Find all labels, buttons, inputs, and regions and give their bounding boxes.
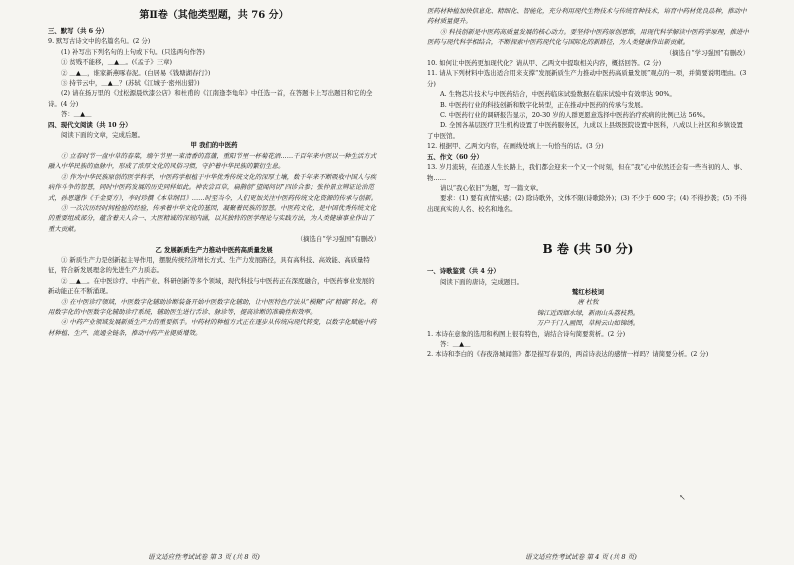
section-heading: 一、诗歌鉴赏（共 4 分） (427, 267, 500, 276)
page-footer: 语文适应性考试试卷 第 3 页 (共 8 页) (148, 553, 260, 561)
question-9-2: (2) 请在扬万里的《过松源晨炊漆公店》和杜甫的《江南逢李龟年》中任选一首，在答题卡上写出题目和它的全诗。(4 分) (48, 89, 373, 108)
text-b-paragraph: ② ＿▲＿。在中医诊疗、中药产业、科研创新等多个领域，现代科技与中医药正在深度融合，中医药事业发展的新动能正在不断涌现。 (48, 276, 375, 296)
page-3-column (48, 6, 380, 547)
cursor-icon: ↖ (679, 493, 686, 502)
text-a-paragraph: ② 作为中华民族原创的医学科学，中医药学根植于中华优秀传统文化的深厚土壤，数千年来不断吸收中国人与疾病作斗争的智慧，同时中医药发展的历史同样如此。神农尝百草，扁鹊创“望闻问切”四诊合参；张仲景立辨证论治范式，孙思邈作《千金要方》，李时珍撰《本草纲目》……时至当今，人们更加关注中医药传统文化资源的传承与创新。 (48, 172, 378, 202)
part-b-title: B 卷 (共 50 分) (542, 242, 634, 257)
question-11: 11. 请从下列材料中选出适合用来支撑“发展新质生产力推动中医药高质量发展”观点的一项，并简要说明理由。(3 分) (427, 69, 747, 88)
poem-line: 锦江近西烟水绿，新雨山头荔枝熟。 (536, 308, 640, 317)
poem-author: 唐 杜牧 (577, 298, 599, 307)
source-note: （摘选自“学习强国”有删改） (296, 235, 380, 244)
question-9-1c: ③ 持节云中，＿▲＿？(苏轼《江城子·密州出猎》) (61, 79, 200, 88)
question-11-option: B. 中医药行业的科技创新和数字化转型，正在推动中医药的传承与发展。 (440, 100, 647, 109)
answer-line: 答：＿▲＿ (61, 110, 92, 119)
text-b-title: 乙 发展新质生产力推动中医药高质量发展 (155, 245, 273, 254)
source-note: （摘选自“学习强国”有删改） (665, 48, 749, 57)
section-heading: 四、现代文阅读（共 10 分） (48, 120, 132, 129)
answer-line: 答：＿▲＿ (440, 339, 471, 348)
question-11-option: C. 中医药行业的调研报告显示，20-30 岁的人群更愿意选择中医药治疗疾病的比例已达 56%。 (440, 111, 710, 120)
question-13-prompt: 请以“我心依旧”为题，写一篇文章。 (440, 183, 543, 192)
question-13: 13. 岁月流转，在追逐人生长路上，我们都会迎来一个又一个时刻，但在“我”心中依然还会有一些当初的人、事、物…… (427, 163, 747, 182)
page-footer: 语文适应性考试试卷 第 4 页 (共 8 页) (525, 553, 637, 561)
poem-line: 万户千门入画图，草树云山如锦绣。 (536, 319, 640, 328)
question-9-1: (1) 补写出下列名句的上句或下句。(只选两句作答) (61, 47, 205, 56)
section-heading: 五、作文（60 分） (427, 152, 483, 161)
text-b-paragraph: ⑤ 科技创新是中医药高质量发展的核心动力。要坚持中医药原创思维，用现代科学解读中医药学原理，推进中医药与现代科学相结合，不断探索中医药现代化与国际化的新路径，为人类健康作出新贡献。 (427, 27, 749, 47)
text-b-continued: 医药材种植加快信息化、精细化、智能化，充分利用现代生物技术与传统育种技术，培育中药材优良品种，推动中药材质量提升。 (427, 7, 747, 26)
text-a-paragraph: ③ 一次次历经时间检验的经验，传承着中华文化的基因，凝聚着民族的智慧。中医药文化，是中国优秀传统文化的重要组成部分，蕴含着天人合一、大医精诚的深刻内涵，以其独特的医学理论与实践方法，为人类健康事业作出了重大贡献。 (48, 203, 377, 233)
text-b-paragraph: ① 新质生产力是创新起主导作用，摆脱传统经济增长方式、生产力发展路径，具有高科技、高效能、高质量特征，符合新发展理念的先进生产力质态。 (48, 255, 370, 275)
page-4-column (427, 6, 749, 547)
question-9-1a: ① 贫贱不能移，＿▲＿。(《孟子》三章) (61, 58, 172, 67)
paper-part-title: 第Ⅱ卷（其他类型题，共 76 分） (139, 10, 289, 21)
question-13-requirements: 要求：(1) 要有真情实感；(2) 除诗歌外，文体不限(诗歌除外)；(3) 不少于 600 字；(4) 不得抄袭；(5) 不得出现真实的人名、校名和地名。 (427, 194, 747, 213)
question-12: 12. 根据甲、乙两文内容，在画线处填上一句恰当的话。(3 分) (427, 142, 604, 151)
text-a-paragraph: ① 立春时节一盘中草的春菜，端午节里一束清香的菖蒲，重阳节里一杯菊花酒……千百年来中医以一种生活方式融入中华民族的血脉中，形成了浓厚文化的风俗习惯，守护着中华民族的繁衍生息。 (48, 151, 377, 171)
poem-intro: 阅读下面的唐诗，完成题目。 (440, 277, 524, 286)
reading-intro: 阅读下面的文章，完成后题。 (61, 131, 145, 140)
text-b-paragraph: ④ 中药产业领域发展新质生产力的重要抓手。中药材的种植方式正在逐步从传统向现代转变，以数字化赋能中药材种植、生产、流通全链条，推动中药产业提质增效。 (48, 318, 377, 337)
text-b-paragraph: ③ 在中医诊疗领域，中医数字化辅助诊断装备开始中医数字化辅助，让中医特色疗法从“模糊”向“精确”转化。利用数字化的中医数字化辅助诊疗系统，辅助医生进行舌诊、脉诊等，提高诊断的准确性和效率。 (48, 297, 377, 316)
poem-title: 鹫红杉枝词 (572, 287, 604, 296)
question-9: 9. 默写古诗文中的名篇名句。(2 分) (48, 37, 151, 46)
question-b1: 1. 本诗在意象的选用和构图上很有特色，请结合诗句简要赏析。(2 分) (427, 329, 626, 338)
text-a-title: 甲 我们的中医药 (190, 141, 238, 150)
section-heading: 三、默写（共 6 分） (48, 27, 109, 35)
question-10: 10. 如何让中医药更加现代化？请从甲、乙两文中提取相关内容，概括回答。(2 分) (427, 59, 662, 68)
question-9-1b: ② ＿▲＿，谁家新燕啄春泥。(白居易《钱塘湖春行》) (61, 68, 211, 77)
question-11-option: D. 全国各基层医疗卫生机构设置了中医药服务区，九成以上县级医院设置中医科，八成以上社区和乡镇设置了中医馆。 (427, 121, 743, 140)
question-b2: 2. 本诗和李白的《春夜洛城闻笛》都是描写春景的，两首诗表达的感情一样吗？请简要分析。(2 分) (427, 350, 709, 359)
question-11-option: A. 生物芯片技术与中医药结合，中医药临床试验数据在临床试验中有效率达 90%。 (440, 90, 676, 99)
